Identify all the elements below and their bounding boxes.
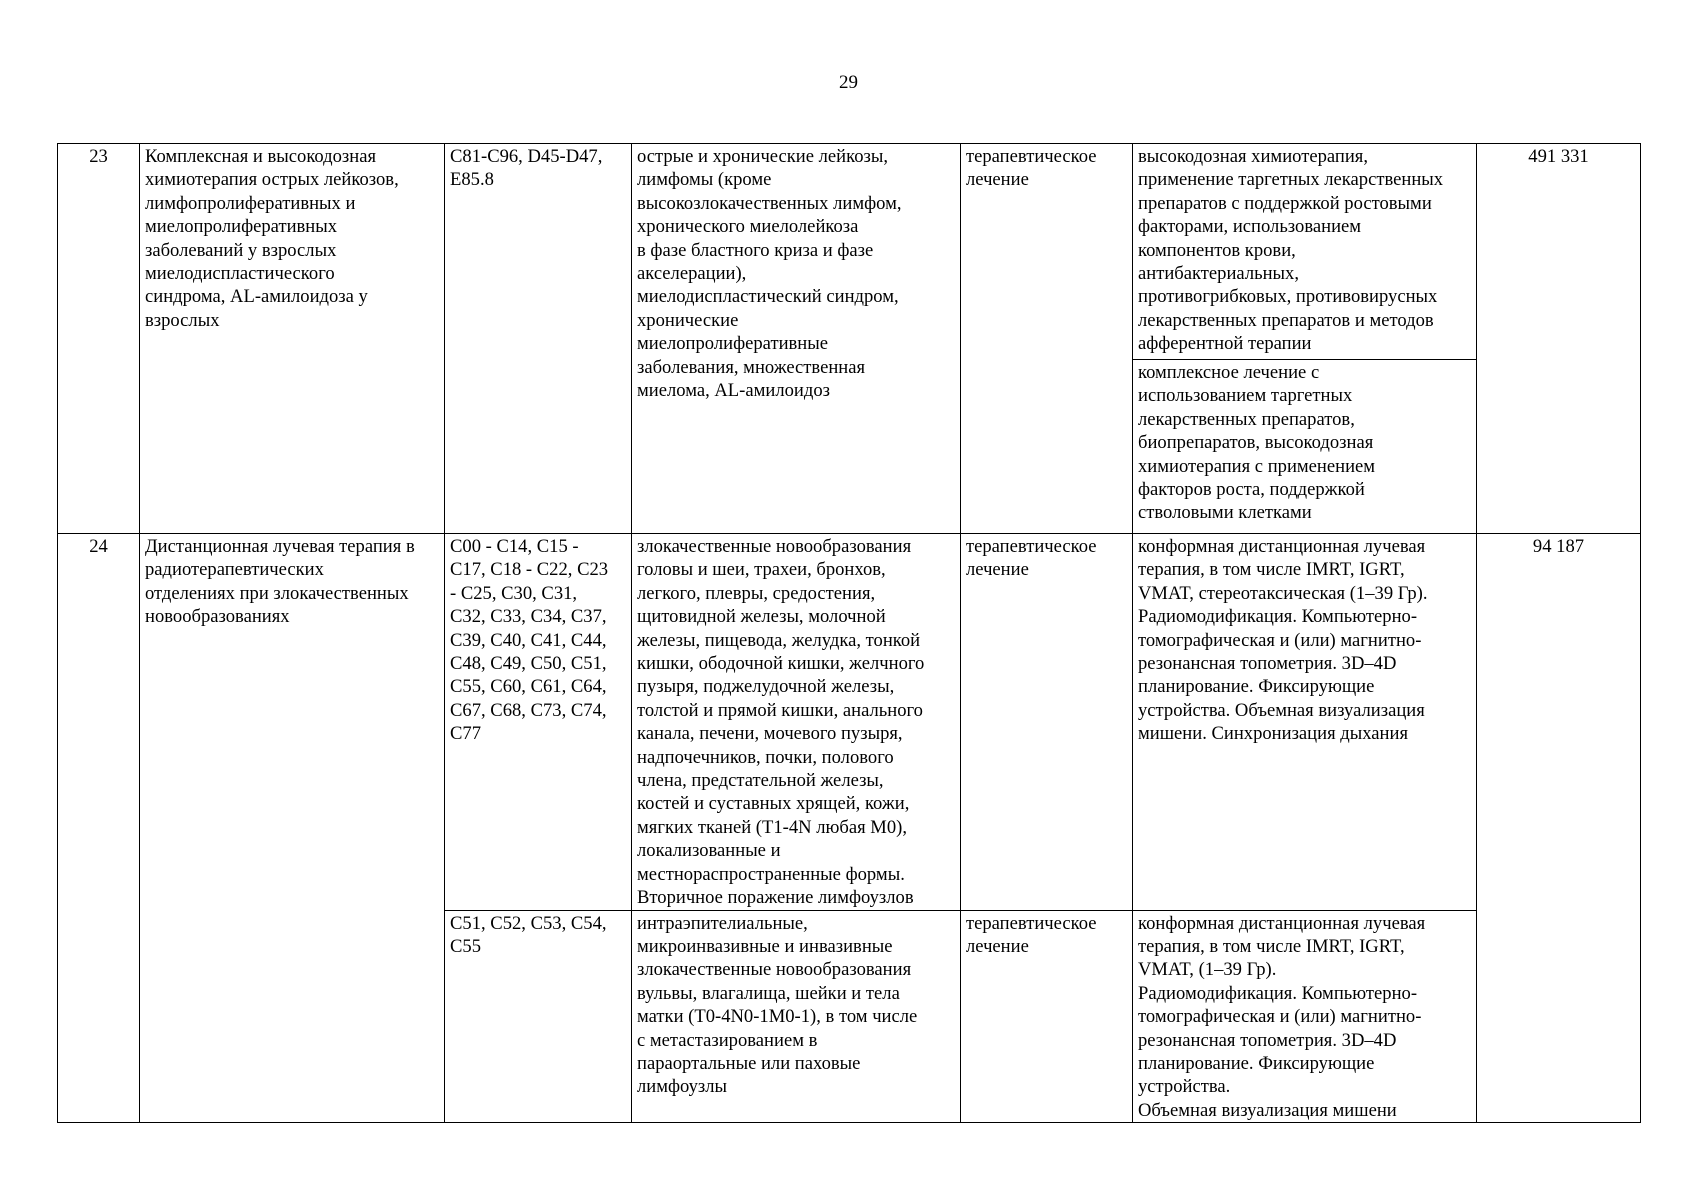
- cost-value: 491 331: [1477, 144, 1641, 534]
- table-row: [58, 144, 1641, 360]
- treatment-method: высокодозная химиотерапия, применение таргетных лекарственных препаратов с поддержкой ростовыми факторами, использованием компонентов крови, антибактериальных, противогрибковых, противовирусных лекарственных препаратов и методов афферентной терапии: [1133, 144, 1477, 360]
- treatment-table: [57, 143, 1641, 1123]
- patient-model: злокачественные новообразования головы и шеи, трахеи, бронхов, легкого, плевры, средостения, щитовидной железы, молочной железы, пищевода, желудка, тонкой кишки, ободочной кишки, желчного пузыря, поджелудочной железы, толстой и прямой кишки, анального канала, печени, мочевого пузыря, надпочечников, почки, полового члена, предстательной железы, костей и суставных хрящей, кожи, мягких тканей (T1-4N любая M0), локализованные и местнораспространенные формы. Вторичное поражение лимфоузлов: [632, 534, 961, 911]
- treatment-method: комплексное лечение с использованием таргетных лекарственных препаратов, биопрепаратов, высокодозная химиотерапия с применением факторов роста, поддержкой стволовыми клетками: [1133, 360, 1477, 534]
- treatment-type: терапевтическое лечение: [961, 144, 1133, 534]
- care-type-name: Дистанционная лучевая терапия в радиотерапевтических отделениях при злокачественных новообразованиях: [140, 534, 445, 1123]
- row-number: 23: [58, 144, 140, 534]
- patient-model: интраэпителиальные, микроинвазивные и инвазивные злокачественные новообразования вульвы, влагалища, шейки и тела матки (T0-4N0-1M0-1), в том числе с метастазированием в параортальные или паховые лимфоузлы: [632, 910, 961, 1123]
- table-row: [58, 534, 1641, 911]
- treatment-type: терапевтическое лечение: [961, 534, 1133, 911]
- treatment-method: конформная дистанционная лучевая терапия, в том числе IMRT, IGRT, VMAT, (1–39 Гр). Радиомодификация. Компьютерно- томографическая и (или) магнитно- резонансная топометрия. 3D–4D планирование. Фиксирующие устройства. Объемная визуализация мишени: [1133, 910, 1477, 1123]
- cost-value: 94 187: [1477, 534, 1641, 1123]
- icd-codes: C00 - C14, C15 - C17, C18 - C22, C23 - C25, C30, C31, C32, C33, C34, C37, C39, C40, C41, C44, C48, C49, C50, C51, C55, C60, C61, C64, C67, C68, C73, C74, C77: [445, 534, 632, 911]
- icd-codes: C51, C52, C53, C54, C55: [445, 910, 632, 1123]
- row-number: 24: [58, 534, 140, 1123]
- treatment-type: терапевтическое лечение: [961, 910, 1133, 1123]
- treatment-method: конформная дистанционная лучевая терапия, в том числе IMRT, IGRT, VMAT, стереотаксическая (1–39 Гр). Радиомодификация. Компьютерно- томографическая и (или) магнитно- резонансная топометрия. 3D–4D планирование. Фиксирующие устройства. Объемная визуализация мишени. Синхронизация дыхания: [1133, 534, 1477, 911]
- care-type-name: Комплексная и высокодозная химиотерапия острых лейкозов, лимфопролиферативных и миелопролиферативных заболеваний у взрослых миелодиспластического синдрома, AL-амилоидоза у взрослых: [140, 144, 445, 534]
- page-number: 29: [839, 72, 858, 93]
- icd-codes: C81-C96, D45-D47, E85.8: [445, 144, 632, 534]
- patient-model: острые и хронические лейкозы, лимфомы (кроме высокозлокачественных лимфом, хронического миелолейкоза в фазе бластного криза и фазе акселерации), миелодиспластический синдром, хронические миелопролиферативные заболевания, множественная миелома, AL-амилоидоз: [632, 144, 961, 534]
